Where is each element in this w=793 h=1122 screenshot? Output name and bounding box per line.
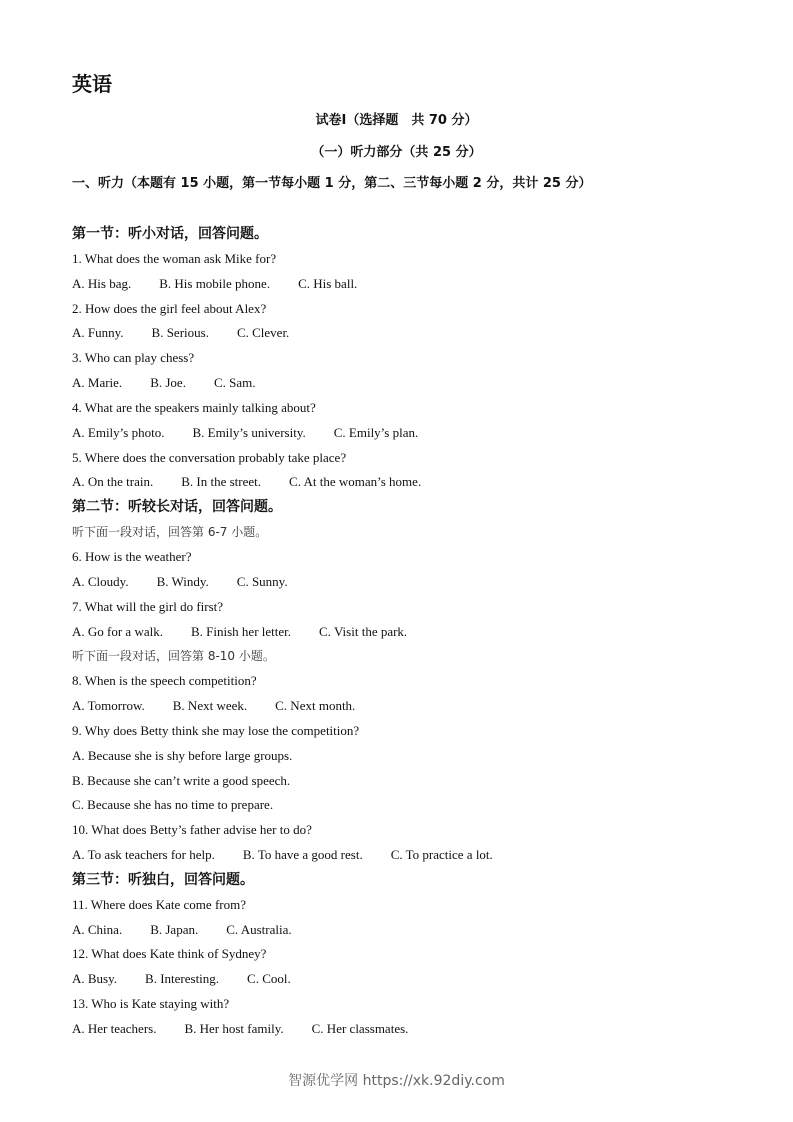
section-heading-3: 第三节：听独白，回答问题。 <box>72 871 254 888</box>
option: C. Sam. <box>213 375 256 391</box>
question-list <box>72 222 752 1042</box>
question-5: 5. Where does the conversation probably take place? <box>72 449 347 465</box>
option: C. Her classmates. <box>311 1021 409 1036</box>
option: A. Go for a walk. <box>72 623 163 639</box>
option: B. In the street. <box>181 474 262 490</box>
options-4 <box>72 421 752 446</box>
question-2: 2. How does the girl feel about Alex? <box>72 300 267 316</box>
option: A. His bag. <box>72 275 132 291</box>
option: A. Emily’s photo. <box>72 424 165 440</box>
section-heading-1: 第一节：听小对话，回答问题。 <box>72 226 268 242</box>
question-3: 3. Who can play chess? <box>72 350 195 366</box>
options-6 <box>72 570 752 595</box>
option: C. Visit the park. <box>319 623 408 639</box>
instruction-1: 听下面一段对话，回答第 6-7 小题。 <box>72 525 268 540</box>
option: C. His ball. <box>298 275 358 291</box>
option: C. Australia. <box>226 921 292 937</box>
options-7 <box>72 620 752 645</box>
option: A. Cloudy. <box>72 573 129 589</box>
option-9a: A. Because she is shy before large groups. <box>72 747 293 763</box>
instruction-2: 听下面一段对话，回答第 8-10 小题。 <box>72 649 275 664</box>
options-13 <box>72 1017 752 1042</box>
option: B. Joe. <box>150 375 186 391</box>
option: C. Cool. <box>247 971 291 987</box>
question-11: 11. Where does Kate come from? <box>72 896 246 912</box>
option: A. To ask teachers for help. <box>72 847 215 863</box>
question-12: 12. What does Kate think of Sydney? <box>72 946 267 962</box>
option: B. To have a good rest. <box>242 847 363 863</box>
question-8: 8. When is the speech competition? <box>72 673 257 689</box>
question-1: 1. What does the woman ask Mike for? <box>72 250 277 266</box>
option: A. Tomorrow. <box>72 698 145 714</box>
option: C. Sunny. <box>236 573 288 589</box>
section-intro: 一、听力（本题有 15 小题，第一节每小题 1 分，第二、三节每小题 2 分，共计 25 分） <box>72 176 592 191</box>
option-9b: B. Because she can’t write a good speech. <box>72 772 291 788</box>
option: A. Funny. <box>72 325 124 341</box>
options-8 <box>72 694 752 719</box>
options-2 <box>72 321 752 346</box>
option: B. Windy. <box>156 573 209 589</box>
options-5 <box>72 470 752 495</box>
footer-watermark: 智源优学网 https://xk.92diy.com <box>288 1073 505 1089</box>
question-4: 4. What are the speakers mainly talking about? <box>72 399 316 415</box>
subject-title: 英语 <box>72 72 112 96</box>
option: C. Clever. <box>236 325 290 341</box>
option: C. Emily’s plan. <box>333 424 419 440</box>
question-9: 9. Why does Betty think she may lose the competition? <box>72 722 360 738</box>
option: C. Next month. <box>275 698 356 714</box>
options-1 <box>72 272 752 297</box>
option: B. Her host family. <box>184 1021 284 1036</box>
option: A. Busy. <box>72 971 118 987</box>
option: B. His mobile phone. <box>159 275 271 291</box>
question-6: 6. How is the weather? <box>72 548 192 564</box>
option-9c: C. Because she has no time to prepare. <box>72 797 274 813</box>
option: A. On the train. <box>72 474 154 490</box>
question-7: 7. What will the girl do first? <box>72 598 224 614</box>
paper-title: 试卷Ⅰ（选择题 共 70 分） <box>315 113 478 128</box>
options-12 <box>72 967 752 992</box>
option: B. Japan. <box>150 921 199 937</box>
option: B. Emily’s university. <box>192 424 306 440</box>
option: B. Interesting. <box>145 971 220 987</box>
option: A. Marie. <box>72 375 123 391</box>
option: B. Finish her letter. <box>190 623 292 639</box>
option: B. Serious. <box>151 325 209 341</box>
option: B. Next week. <box>172 698 248 714</box>
option: C. At the woman’s home. <box>289 474 422 490</box>
options-10 <box>72 843 752 868</box>
option: C. To practice a lot. <box>390 847 493 863</box>
question-13: 13. Who is Kate staying with? <box>72 996 230 1012</box>
option: A. China. <box>72 921 123 937</box>
options-3 <box>72 371 752 396</box>
part-title: （一）听力部分（共 25 分） <box>311 145 482 160</box>
options-11 <box>72 918 752 943</box>
question-10: 10. What does Betty’s father advise her to do? <box>72 822 312 838</box>
option: A. Her teachers. <box>72 1021 157 1036</box>
section-heading-2: 第二节：听较长对话，回答问题。 <box>72 499 282 516</box>
